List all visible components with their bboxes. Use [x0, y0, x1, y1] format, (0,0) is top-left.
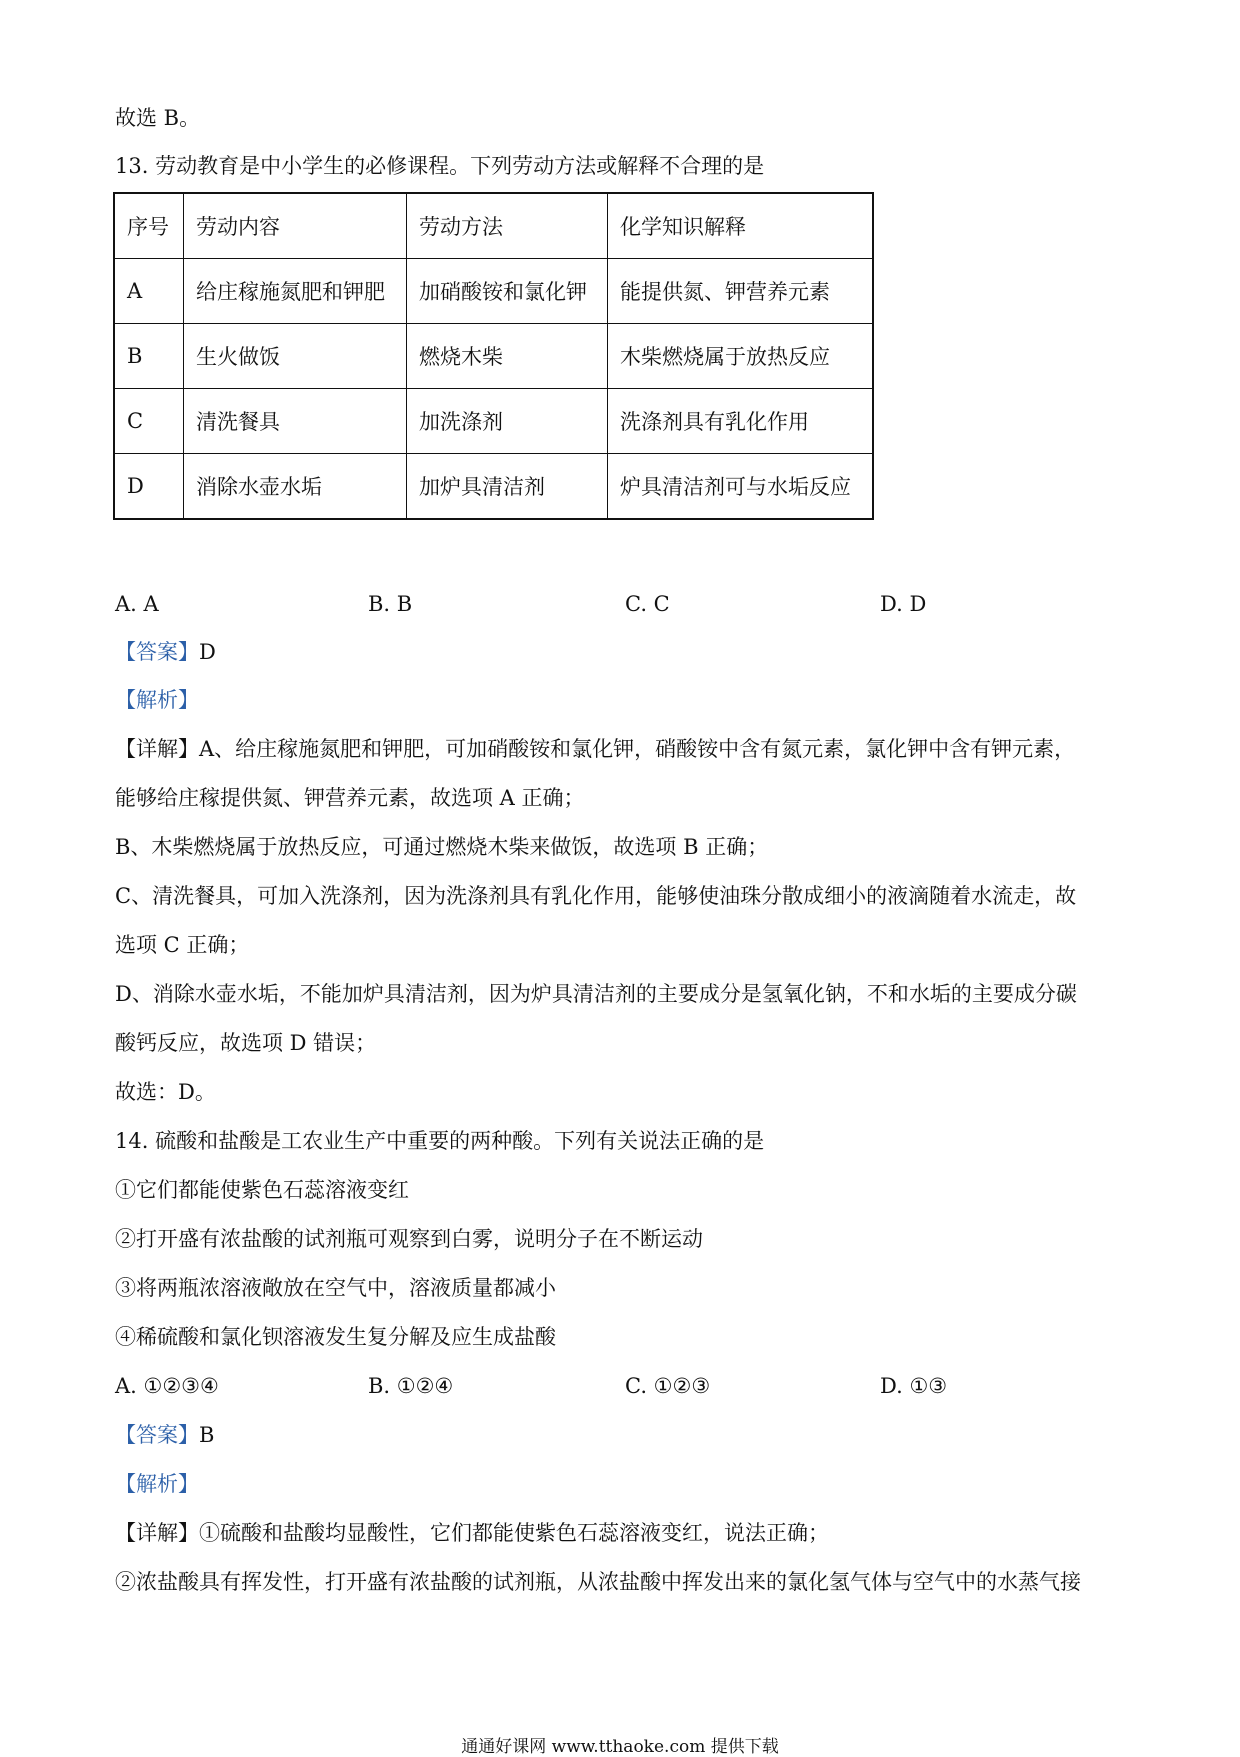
q13-answer — [115, 638, 216, 666]
q13-detail-line-2: 能够给庄稼提供氮、钾营养元素，故选项 A 正确； — [115, 786, 585, 810]
q14-option-a: A. ①②③④ — [115, 1374, 219, 1398]
table-cell: 生火做饭 — [184, 324, 407, 389]
table-header-row — [114, 193, 873, 259]
q13-option-c: C. C — [625, 592, 670, 616]
q13-detail-line-4: C、清洗餐具，可加入洗涤剂，因为洗涤剂具有乳化作用，能够使油珠分散成细小的液滴随着水流走，故 — [115, 884, 1077, 908]
q13-conclusion: 故选：D。 — [115, 1080, 216, 1104]
q14-option-d: D. ①③ — [880, 1374, 948, 1398]
q14-stem: 14. 硫酸和盐酸是工农业生产中重要的两种酸。下列有关说法正确的是 — [115, 1129, 765, 1153]
q14-statement-1: ①它们都能使紫色石蕊溶液变红 — [115, 1178, 409, 1202]
answer-value: D — [199, 640, 216, 664]
table-cell: B — [114, 324, 184, 389]
q13-analysis-tag: 【解析】 — [115, 688, 199, 712]
table-cell: D — [114, 454, 184, 520]
table-cell: 木柴燃烧属于放热反应 — [608, 324, 874, 389]
table-cell: 炉具清洁剂可与水垢反应 — [608, 454, 874, 520]
q13-detail-line-3: B、木柴燃烧属于放热反应，可通过燃烧木柴来做饭，故选项 B 正确； — [115, 835, 769, 859]
table-row — [114, 324, 873, 389]
q14-statement-3: ③将两瓶浓溶液敞放在空气中，溶液质量都减小 — [115, 1276, 556, 1300]
detail-tag: 【详解】 — [115, 737, 199, 761]
table-cell: 加炉具清洁剂 — [407, 454, 608, 520]
prev-conclusion: 故选 B。 — [115, 106, 201, 130]
page-footer: 通通好课网 www.tthaoke.com 提供下载 — [461, 1737, 779, 1757]
q14-statement-2: ②打开盛有浓盐酸的试剂瓶可观察到白雾，说明分子在不断运动 — [115, 1227, 703, 1251]
table-cell: 给庄稼施氮肥和钾肥 — [184, 259, 407, 324]
table-cell: 清洗餐具 — [184, 389, 407, 454]
answer-value: B — [199, 1423, 215, 1447]
q14-detail-line-2: ②浓盐酸具有挥发性，打开盛有浓盐酸的试剂瓶，从浓盐酸中挥发出来的氯化氢气体与空气中的水蒸气接 — [115, 1570, 1081, 1594]
q13-detail-line-1 — [115, 735, 1075, 763]
detail-text: ①硫酸和盐酸均显酸性，它们都能使紫色石蕊溶液变红，说法正确； — [199, 1521, 829, 1545]
answer-tag: 【答案】 — [115, 1423, 199, 1447]
table-row — [114, 259, 873, 324]
q13-option-b: B. B — [368, 592, 413, 616]
q13-option-d: D. D — [880, 592, 927, 616]
q14-answer — [115, 1421, 214, 1449]
q13-stem: 13. 劳动教育是中小学生的必修课程。下列劳动方法或解释不合理的是 — [115, 154, 765, 178]
table-header-cell: 劳动方法 — [407, 193, 608, 259]
table-cell: A — [114, 259, 184, 324]
table-cell: 消除水壶水垢 — [184, 454, 407, 520]
q14-detail-line-1 — [115, 1519, 829, 1547]
table-cell: 加洗涤剂 — [407, 389, 608, 454]
table-row — [114, 454, 873, 520]
answer-tag: 【答案】 — [115, 640, 199, 664]
detail-tag: 【详解】 — [115, 1521, 199, 1545]
table-header-cell: 序号 — [114, 193, 184, 259]
detail-text: A、给庄稼施氮肥和钾肥，可加硝酸铵和氯化钾，硝酸铵中含有氮元素，氯化钾中含有钾元素， — [199, 737, 1076, 761]
q13-option-a: A. A — [115, 592, 159, 616]
q13-table — [113, 192, 874, 520]
q13-detail-line-7: 酸钙反应，故选项 D 错误； — [115, 1031, 377, 1055]
q13-detail-line-5: 选项 C 正确； — [115, 933, 250, 957]
table-cell: 洗涤剂具有乳化作用 — [608, 389, 874, 454]
q13-detail-line-6: D、消除水壶水垢，不能加炉具清洁剂，因为炉具清洁剂的主要成分是氢氧化钠，不和水垢的主要成分碳 — [115, 982, 1077, 1006]
table-row — [114, 389, 873, 454]
table-cell: 燃烧木柴 — [407, 324, 608, 389]
q14-option-c: C. ①②③ — [625, 1374, 711, 1398]
table-header-cell: 化学知识解释 — [608, 193, 874, 259]
table-cell: 加硝酸铵和氯化钾 — [407, 259, 608, 324]
q14-statement-4: ④稀硫酸和氯化钡溶液发生复分解及应生成盐酸 — [115, 1325, 556, 1349]
table-cell: 能提供氮、钾营养元素 — [608, 259, 874, 324]
q14-option-b: B. ①②④ — [368, 1374, 454, 1398]
q14-analysis-tag: 【解析】 — [115, 1472, 199, 1496]
table-header-cell: 劳动内容 — [184, 193, 407, 259]
table-cell: C — [114, 389, 184, 454]
